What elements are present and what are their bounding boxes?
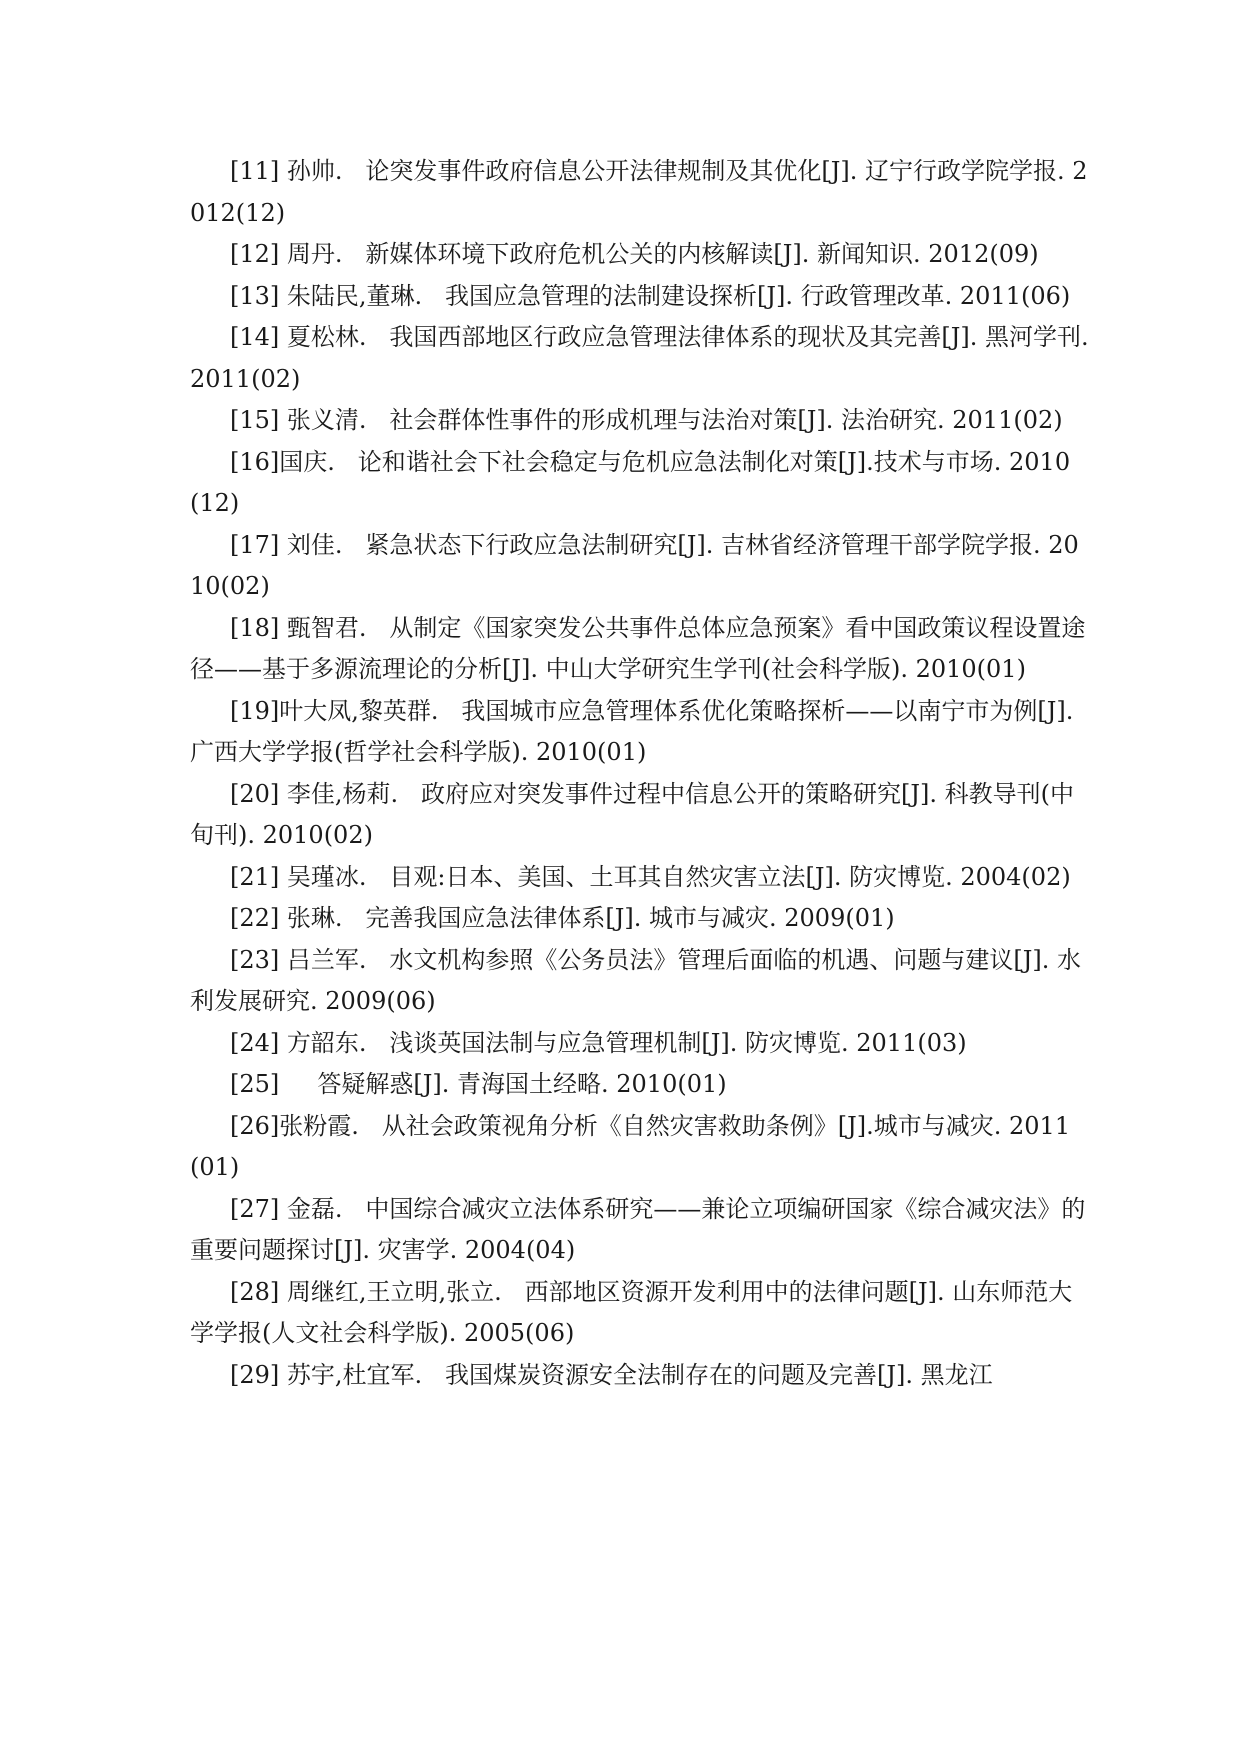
reference-item: [29] 苏宇,杜宜军. 我国煤炭资源安全法制存在的问题及完善[J]. 黑龙江	[230, 1360, 993, 1389]
reference-item: [11] 孙帅. 论突发事件政府信息公开法律规制及其优化[J]. 辽宁行政学院学报. 2012(12)	[190, 157, 1088, 227]
reference-item: [22] 张琳. 完善我国应急法律体系[J]. 城市与减灾. 2009(01)	[230, 904, 895, 932]
reference-item: [25] 答疑解惑[J]. 青海国土经略. 2010(01)	[230, 1070, 727, 1098]
reference-item: [15] 张义清. 社会群体性事件的形成机理与法治对策[J]. 法治研究. 2011(02)	[230, 406, 1063, 434]
reference-item: [17] 刘佳. 紧急状态下行政应急法制研究[J]. 吉林省经济管理干部学院学报. 2010(02)	[190, 530, 1079, 600]
reference-item: [19]叶大凤,黎英群. 我国城市应急管理体系优化策略探析——以南宁市为例[J]. 广西大学学报(哲学社会科学版). 2010(01)	[190, 696, 1082, 766]
reference-item: [27] 金磊. 中国综合减灾立法体系研究——兼论立项编研国家《综合减灾法》的重要问题探讨[J]. 灾害学. 2004(04)	[190, 1194, 1086, 1264]
reference-item: [14] 夏松林. 我国西部地区行政应急管理法律体系的现状及其完善[J]. 黑河学刊. 2011(02)	[190, 323, 1097, 393]
reference-item: [20] 李佳,杨莉. 政府应对突发事件过程中信息公开的策略研究[J]. 科教导刊(中旬刊). 2010(02)	[190, 779, 1075, 849]
reference-list	[190, 151, 1097, 1396]
reference-item: [16]国庆. 论和谐社会下社会稳定与危机应急法制化对策[J].技术与市场. 2010(12)	[190, 447, 1071, 517]
reference-item: [13] 朱陆民,董琳. 我国应急管理的法制建设探析[J]. 行政管理改革. 2011(06)	[230, 281, 1071, 310]
reference-item: [18] 甄智君. 从制定《国家突发公共事件总体应急预案》看中国政策议程设置途径——基于多源流理论的分析[J]. 中山大学研究生学刊(社会科学版). 2010(01)	[190, 613, 1086, 683]
reference-item: [28] 周继红,王立明,张立. 西部地区资源开发利用中的法律问题[J]. 山东师范大学学报(人文社会科学版). 2005(06)	[190, 1277, 1073, 1347]
reference-item: [12] 周丹. 新媒体环境下政府危机公关的内核解读[J]. 新闻知识. 2012(09)	[230, 240, 1039, 268]
reference-item: [21] 吴瑾冰. 目观:日本、美国、土耳其自然灾害立法[J]. 防灾博览. 2004(02)	[230, 862, 1071, 891]
reference-item: [24] 方韶东. 浅谈英国法制与应急管理机制[J]. 防灾博览. 2011(03)	[230, 1028, 967, 1057]
reference-item: [26]张粉霞. 从社会政策视角分析《自然灾害救助条例》[J].城市与减灾. 2011(01)	[190, 1111, 1071, 1181]
reference-item: [23] 吕兰军. 水文机构参照《公务员法》管理后面临的机遇、问题与建议[J]. 水利发展研究. 2009(06)	[190, 945, 1082, 1015]
